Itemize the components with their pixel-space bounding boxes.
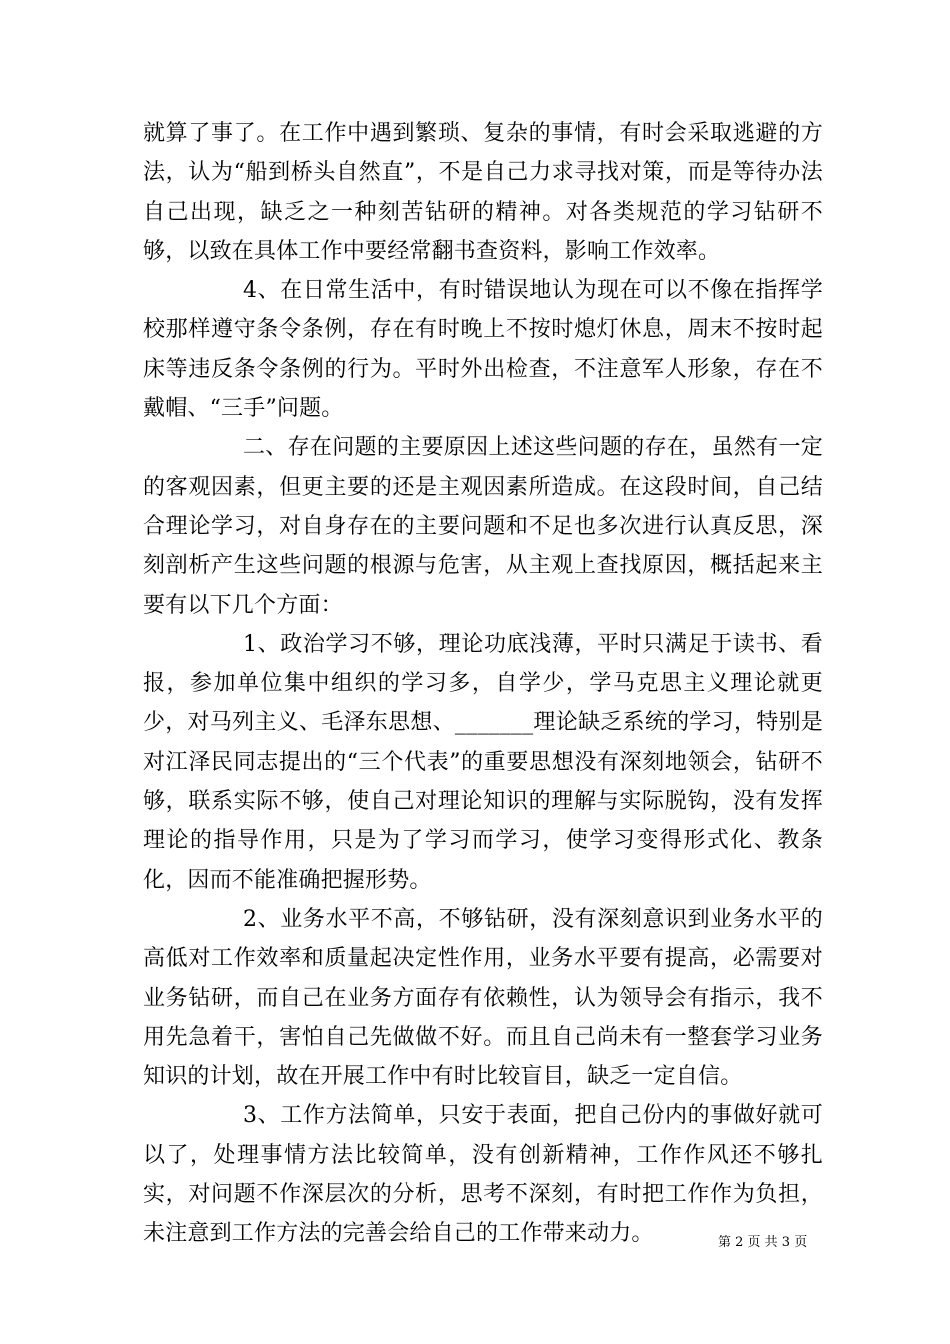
document-body [143, 114, 823, 1254]
paragraph-cause-1: 1、政治学习不够，理论功底浅薄，平时只满足于读书、看报，参加单位集中组织的学习多，自学少，学马克思主义理论就更少，对马列主义、毛泽东思想、_______理论缺乏系统的学习，特别是对江泽民同志提出的“三个代表”的重要思想没有深刻地领会，钻研不够，联系实际不够，使自己对理论知识的理解与实际脱钩，没有发挥理论的指导作用，只是为了学习而学习，使学习变得形式化、教条化，因而不能准确把握形势。 [143, 631, 823, 893]
paragraph-continuation: 就算了事了。在工作中遇到繁琐、复杂的事情，有时会采取逃避的方法，认为“船到桥头自然直”，不是自己力求寻找对策，而是等待办法自己出现，缺乏之一种刻苦钻研的精神。对各类规范的学习钻研不够，以致在具体工作中要经常翻书查资料，影响工作效率。 [143, 121, 823, 264]
paragraph-item-4: 4、在日常生活中，有时错误地认为现在可以不像在指挥学校那样遵守条令条例，存在有时晚上不按时熄灯休息，周末不按时起床等违反条令条例的行为。平时外出检查，不注意军人形象，存在不戴帽、“三手”问题。 [143, 278, 823, 422]
page-footer: 第 2 页 共 3 页 [718, 1235, 808, 1250]
paragraph-section-2: 二、存在问题的主要原因上述这些问题的存在，虽然有一定的客观因素，但更主要的还是主观因素所造成。在这段时间，自己结合理论学习，对自身存在的主要问题和不足也多次进行认真反思，深刻剖析产生这些问题的根源与危害，从主观上查找原因，概括起来主要有以下几个方面： [143, 435, 823, 618]
paragraph-cause-3: 3、工作方法简单，只安于表面，把自己份内的事做好就可以了，处理事情方法比较简单，没有创新精神，工作作风还不够扎实，对问题不作深层次的分析，思考不深刻，有时把工作作为负担，未注意到工作方法的完善会给自己的工作带来动力。 [143, 1103, 823, 1247]
paragraph-cause-2: 2、业务水平不高，不够钻研，没有深刻意识到业务水平的高低对工作效率和质量起决定性作用，业务水平要有提高，必需要对业务钻研，而自己在业务方面存有依赖性，认为领导会有指示，我不用先急着干，害怕自己先做做不好。而且自己尚未有一整套学习业务知识的计划，故在开展工作中有时比较盲目，缺乏一定自信。 [143, 906, 823, 1090]
